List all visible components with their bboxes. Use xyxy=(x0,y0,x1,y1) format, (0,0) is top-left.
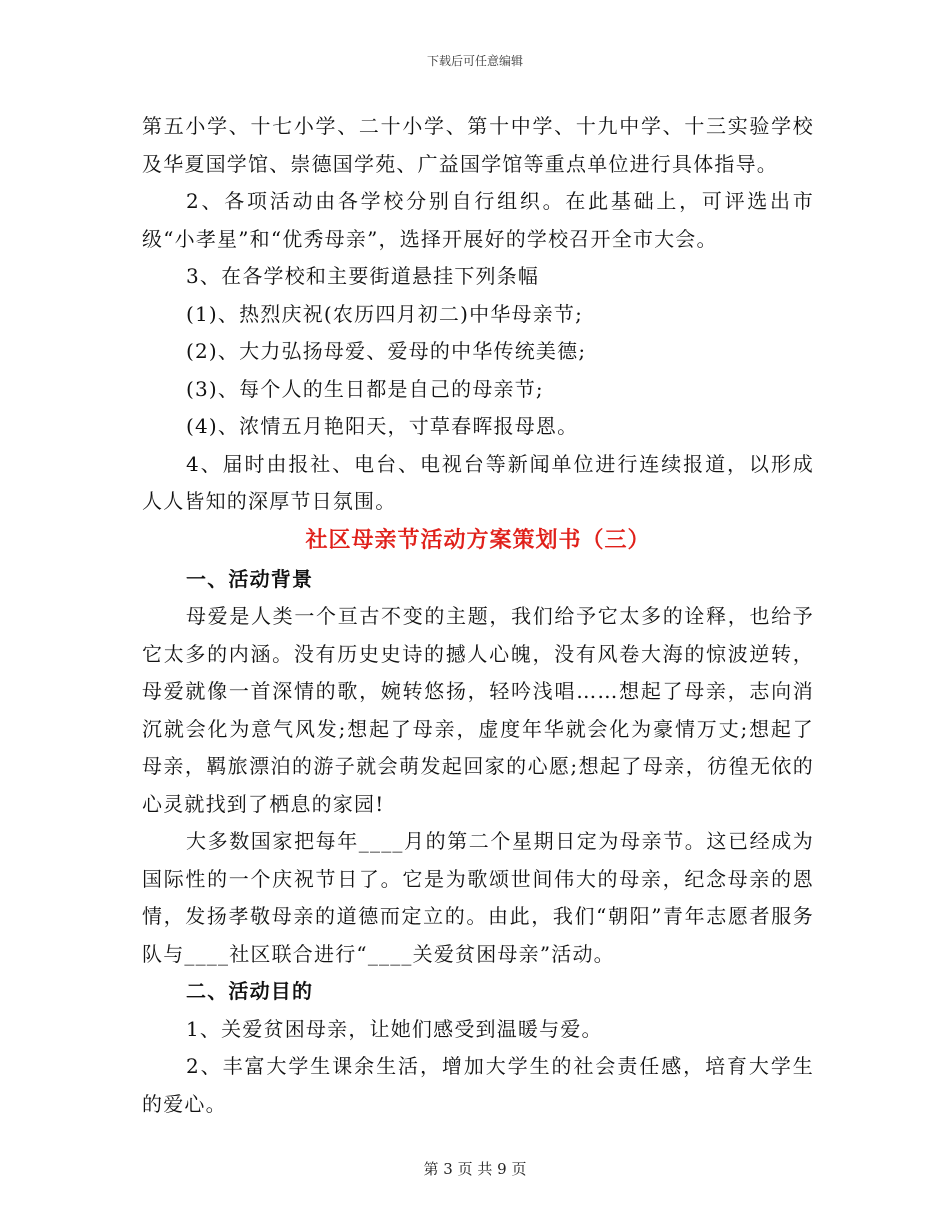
banner-item-3: (3)、每个人的生日都是自己的母亲节; xyxy=(186,376,544,401)
banner-item-2: (2)、大力弘扬母爱、爱母的中华传统美德; xyxy=(186,339,587,363)
goal-item-2: 2、丰富大学生课余生活，增加大学生的社会责任感，培育大学生的爱心。 xyxy=(142,1054,814,1116)
heading-background: 一、活动背景 xyxy=(186,566,314,591)
goal-item-1: 1、关爱贫困母亲，让她们感受到温暖与爱。 xyxy=(186,1016,603,1041)
paragraph-schools: 第五小学、十七小学、二十小学、第十中学、十九中学、十三实验学校及华夏国学馆、崇德国学苑、广益国学馆等重点单位进行具体指导。 xyxy=(142,114,814,176)
paragraph-media: 4、届时由报社、电台、电视台等新闻单位进行连续报道，以形成人人皆知的深厚节日氛围。 xyxy=(142,451,814,513)
page-footer: 第 3 页 共 9 页 xyxy=(423,1160,527,1178)
paragraph-activities: 2、各项活动由各学校分别自行组织。在此基础上，可评选出市级“小孝星”和“优秀母亲”，选择开展好的学校召开全市大会。 xyxy=(142,189,814,251)
document-body xyxy=(142,108,814,1123)
section-title: 社区母亲节活动方案策划书（三） xyxy=(305,527,651,553)
paragraph-banners-intro: 3、在各学校和主要街道悬挂下列条幅 xyxy=(186,264,540,288)
paragraph-background-2: 大多数国家把每年____月的第二个星期日定为母亲节。这已经成为国际性的一个庆祝节日了。它是为歌颂世间伟大的母亲，纪念母亲的恩情，发扬孝敬母亲的道德而定立的。由此，我们“朝阳”青年志愿者服务队与____社区联合进行“____关爱贫困母亲”活动。 xyxy=(142,829,814,966)
banner-item-4: (4)、浓情五月艳阳天，寸草春晖报母恩。 xyxy=(186,414,579,438)
page-header-note: 下载后可任意编辑 xyxy=(426,54,523,68)
heading-goals: 二、活动目的 xyxy=(186,979,314,1003)
paragraph-background-1: 母爱是人类一个亘古不变的主题，我们给予它太多的诠释，也给予它太多的内涵。没有历史史诗的撼人心魄，没有风卷大海的惊波逆转，母爱就像一首深情的歌，婉转悠扬，轻吟浅唱……想起了母亲，志向消沉就会化为意气风发;想起了母亲，虚度年华就会化为豪情万丈;想起了母亲，羁旅漂泊的游子就会萌发起回家的心愿;想起了母亲，彷徨无依的心灵就找到了栖息的家园! xyxy=(142,604,814,816)
banner-item-1: (1)、热烈庆祝(农历四月初二)中华母亲节; xyxy=(186,301,584,326)
